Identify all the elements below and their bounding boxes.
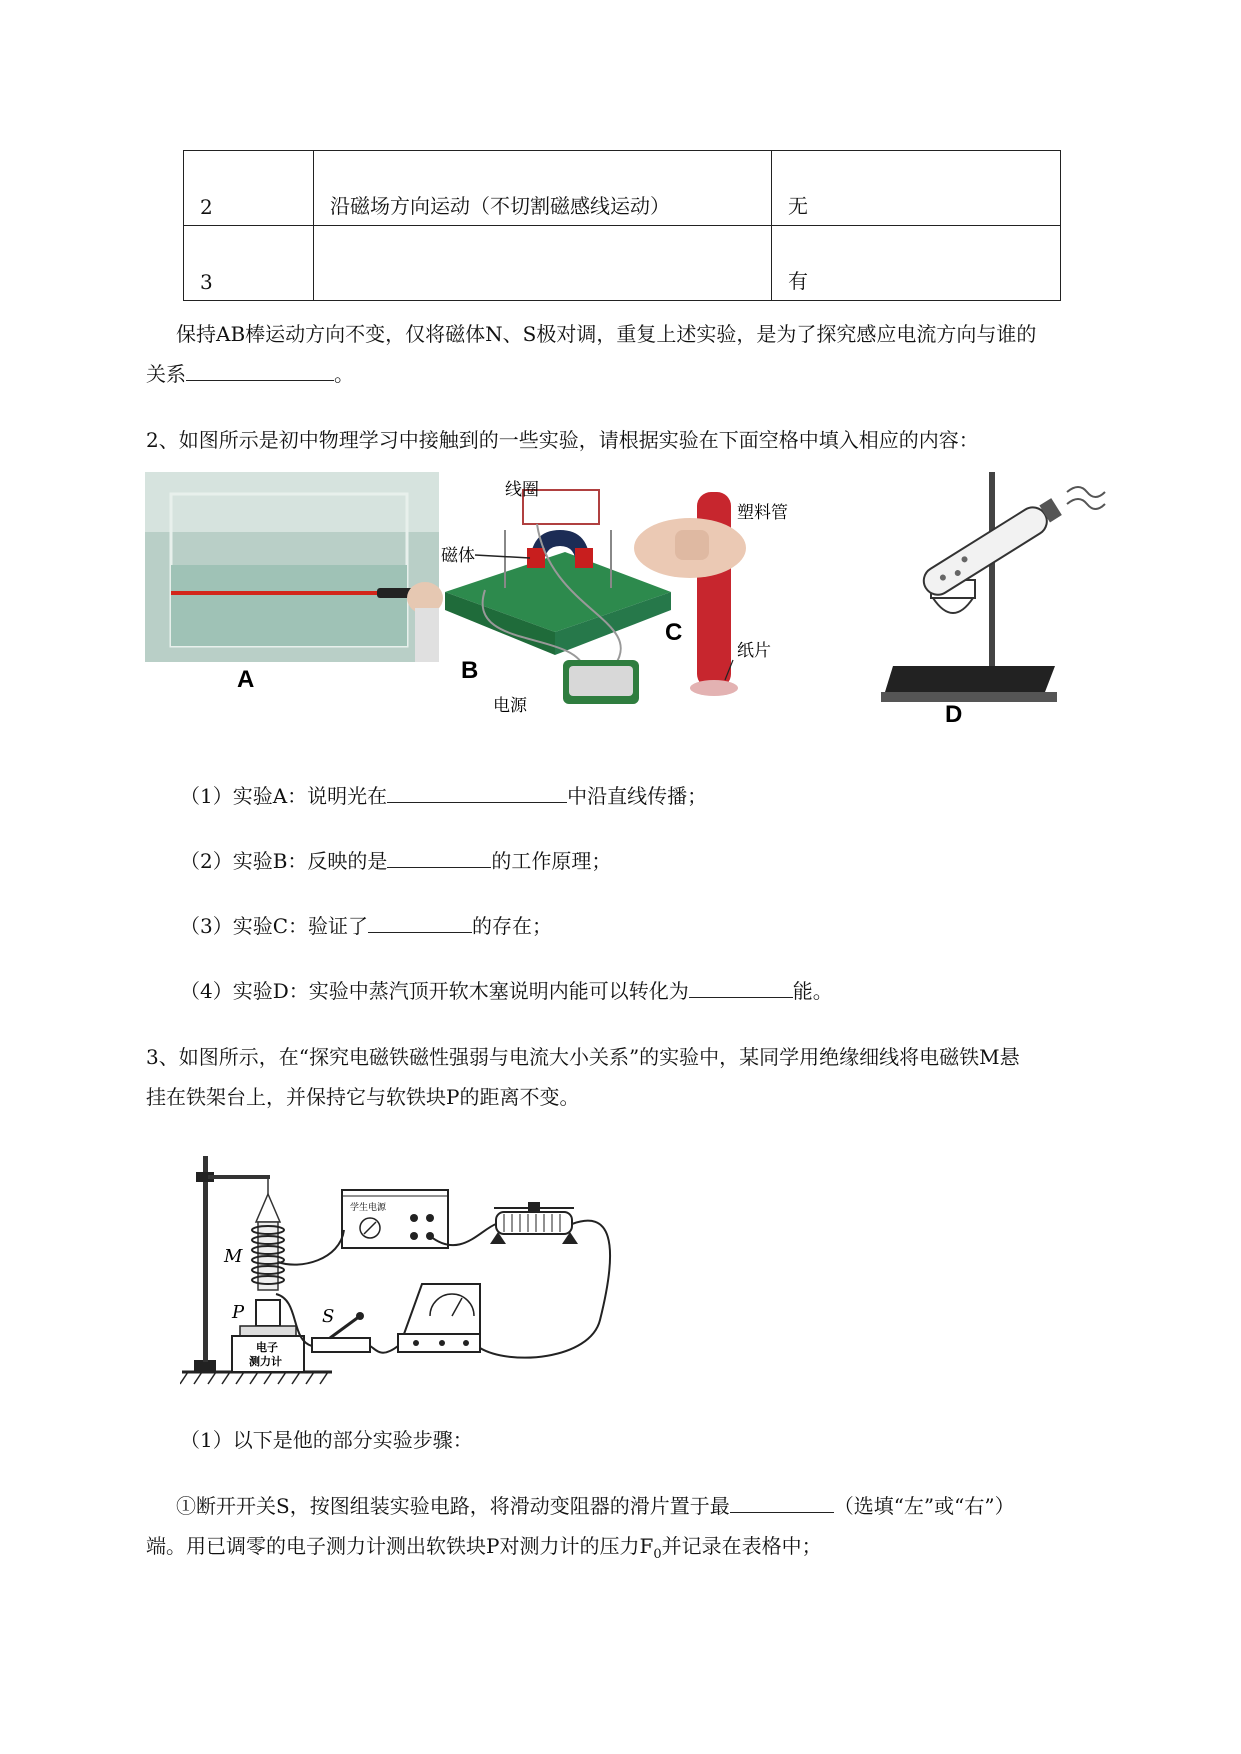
answer-blank[interactable] [387, 847, 491, 868]
label-d: D [945, 701, 963, 728]
q2-stem: 2、如图所示是初中物理学习中接触到的一些实验，请根据实验在下面空格中填入相应的内容： [146, 428, 979, 452]
table-cell-no: 2 [184, 151, 314, 226]
item-prefix: （1）实验A：说明光在 [180, 784, 388, 808]
experiment-a-image [145, 472, 443, 707]
q2-item-1 [180, 782, 707, 810]
label-coil: 线圈 [505, 480, 539, 500]
table-cell-result: 有 [772, 226, 1061, 301]
q1-tail-pre: 关系 [146, 362, 186, 386]
table-cell-no: 3 [184, 226, 314, 301]
table-cell-action: 沿磁场方向运动（不切割磁感线运动） [314, 151, 772, 226]
step-suffix: 并记录在表格中； [661, 1534, 822, 1558]
label-p: P [232, 1302, 245, 1323]
label-m: M [224, 1246, 243, 1267]
power-supply-label: 学生电源 [350, 1203, 387, 1213]
q3-circuit-figure [180, 1150, 620, 1390]
q3-stem-line2: 挂在铁架台上，并保持它与软铁块P的距离不变。 [146, 1085, 580, 1109]
item-prefix: （2）实验B：反映的是 [180, 849, 388, 873]
subscript-zero: 0 [653, 1547, 662, 1562]
label-power: 电源 [493, 696, 527, 716]
answer-blank[interactable] [689, 977, 793, 998]
label-s: S [322, 1306, 335, 1327]
q2-item-2 [180, 847, 611, 875]
meter-label-2: 测力计 [249, 1355, 282, 1368]
q3-step1-line2 [146, 1532, 822, 1569]
item-suffix: 能。 [792, 979, 833, 1003]
q3-step1-line1 [176, 1492, 1015, 1520]
table-row [184, 151, 1061, 226]
q2-item-4 [180, 977, 833, 1005]
item-suffix: 的存在； [472, 914, 553, 938]
answer-blank[interactable] [186, 360, 334, 381]
results-table [183, 150, 1061, 301]
item-prefix: （4）实验D：实验中蒸汽顶开软木塞说明内能可以转化为 [180, 979, 689, 1003]
label-a: A [237, 666, 255, 693]
answer-blank[interactable] [730, 1492, 834, 1513]
q3-stem-line1: 3、如图所示，在“探究电磁铁磁性强弱与电流大小关系”的实验中，某同学用绝缘细线将电磁铁M悬 [146, 1045, 1020, 1069]
table-cell-result: 无 [772, 151, 1061, 226]
item-suffix: 的工作原理； [491, 849, 612, 873]
step-suffix: （选填“左”或“右”） [833, 1494, 1015, 1518]
experiment-d-image [881, 472, 1105, 728]
step-prefix: ①断开开关S，按图组装实验电路，将滑动变阻器的滑片置于最 [176, 1494, 730, 1518]
q1-tail-line1: 保持AB棒运动方向不变，仅将磁体N、S极对调，重复上述实验，是为了探究感应电流方向与谁的 [176, 322, 1037, 346]
q2-item-3 [180, 912, 552, 940]
answer-blank[interactable] [387, 782, 567, 803]
item-suffix: 中沿直线传播； [567, 784, 708, 808]
table-cell-action [314, 226, 772, 301]
table-row [184, 226, 1061, 301]
step-prefix: 端。用已调零的电子测力计测出软铁块P对测力计的压力F [146, 1534, 654, 1558]
meter-label-1: 电子 [256, 1341, 278, 1354]
label-magnet: 磁体 [441, 546, 475, 566]
q2-experiments-figure [145, 470, 1125, 730]
q1-tail-line2 [146, 360, 354, 388]
answer-blank[interactable] [368, 912, 472, 933]
label-b: B [461, 657, 479, 684]
item-prefix: （3）实验C：验证了 [180, 914, 369, 938]
q3-sub1: （1）以下是他的部分实验步骤： [180, 1428, 473, 1452]
label-plastic-tube: 塑料管 [737, 503, 788, 523]
label-paper: 纸片 [737, 641, 771, 661]
label-c: C [665, 619, 683, 646]
q1-tail-post: 。 [334, 362, 354, 386]
experiment-b-image [441, 480, 671, 716]
